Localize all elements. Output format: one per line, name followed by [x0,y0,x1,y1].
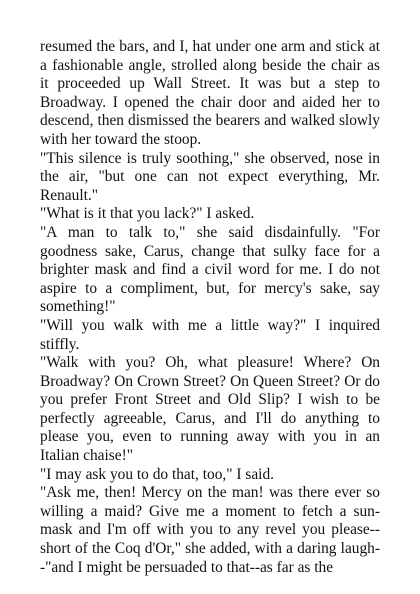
paragraph-1: resumed the bars, and I, hat under one arm and stick at a fashionable angle, strolled along beside the chair as it proceeded up Wall Street. It was but a step to Broadway. I opened the chair door and aided her to descend, then dismissed the bearers and walked slowly with her toward the stoop. [40,38,380,148]
paragraph-5: "Will you walk with me a little way?" I inquired stiffly. [40,316,380,353]
paragraph-4: "A man to talk to," she said disdainfully. "For goodness sake, Carus, change that sulky face for a brighter mask and find a civil word for me. I do not aspire to a compliment, but, for mercy's sake, say something!" [40,223,380,316]
paragraph-3: "What is it that you lack?" I asked. [40,205,255,223]
page-text [40,38,380,577]
paragraph-7: "I may ask you to do that, too," I said. [40,465,274,483]
paragraph-2: "This silence is truly soothing," she observed, nose in the air, "but one can not expect everything, Mr. Renault." [40,149,380,204]
paragraph-8: "Ask me, then! Mercy on the man! was there ever so willing a maid? Give me a moment to fetch a sun-mask and I'm off with you to any revel you please--short of the Coq d'Or," she added, with a daring laugh--"and I might be persuaded to that--as far as the [40,484,380,576]
paragraph-6: "Walk with you? Oh, what pleasure! Where? On Broadway? On Crown Street? On Queen Street? Or do you prefer Front Street and Old Slip? I wish to be perfectly agreeable, Carus, and I'll do anything to please you, even to running away with you in an Italian chaise!" [40,354,380,465]
